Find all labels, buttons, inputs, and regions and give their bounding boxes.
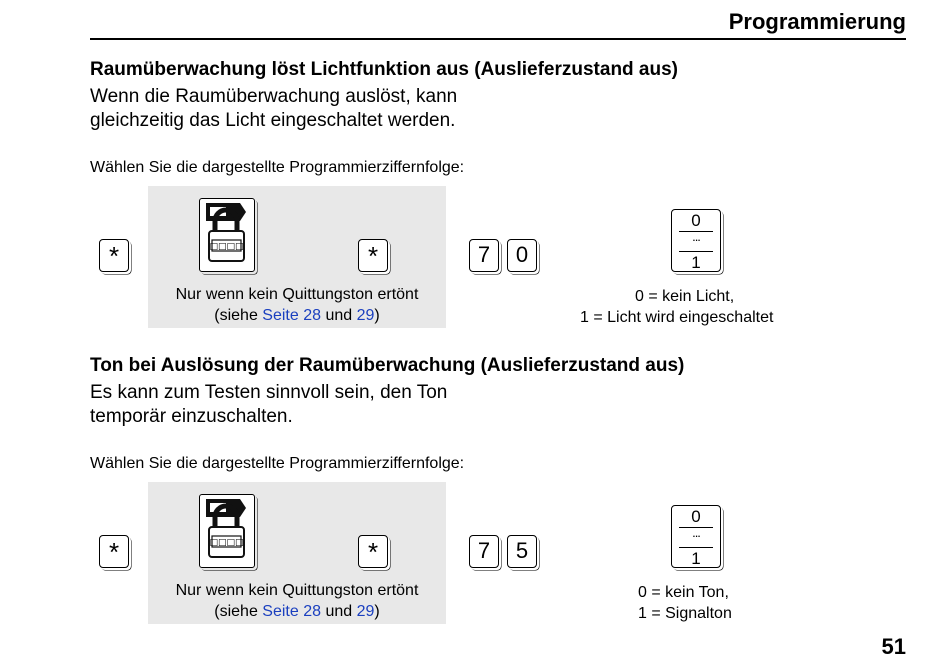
range-top: 0 xyxy=(691,507,701,526)
description-line: Wenn die Raumüberwachung auslöst, kann xyxy=(90,86,458,107)
range-mid: ... xyxy=(692,525,700,540)
note-text: (siehe xyxy=(214,307,263,324)
star-key-icon: * xyxy=(358,535,388,568)
lock-programming-key-icon xyxy=(199,198,255,272)
conditional-note xyxy=(148,284,446,326)
note-text: (siehe xyxy=(214,603,263,620)
range-top: 0 xyxy=(691,211,701,230)
lock-programming-key-icon xyxy=(199,494,255,568)
page-header-title: Programmierung xyxy=(728,9,906,34)
note-line: Nur wenn kein Quittungston ertönt xyxy=(175,582,419,599)
star-key-icon: * xyxy=(99,535,129,568)
note-text: und xyxy=(321,603,357,620)
description-line: gleichzeitig das Licht eingeschaltet werden. xyxy=(90,110,456,131)
value-legend xyxy=(580,286,773,328)
sequence-prompt: Wählen Sie die dargestellte Programmierziffernfolge: xyxy=(90,159,465,176)
note-text: und xyxy=(321,307,357,324)
legend-line: 1 = Signalton xyxy=(638,605,732,622)
lock-icon xyxy=(200,495,253,566)
svg-text:□□□□: □□□□ xyxy=(209,538,244,548)
note-line: Nur wenn kein Quittungston ertönt xyxy=(175,286,419,303)
digit-key: 7 xyxy=(469,535,499,568)
value-range-key xyxy=(671,209,721,272)
link-page-28[interactable]: Seite 28 xyxy=(262,603,322,620)
description-line: Es kann zum Testen sinnvoll sein, den Ton xyxy=(90,382,448,403)
header-divider xyxy=(90,38,906,40)
svg-text:□□□□: □□□□ xyxy=(209,242,244,252)
digit-key: 5 xyxy=(507,535,537,568)
link-page-28[interactable]: Seite 28 xyxy=(262,307,322,324)
legend-line: 1 = Licht wird eingeschaltet xyxy=(580,309,774,326)
note-reference-line xyxy=(148,601,446,622)
legend-line: 0 = kein Ton, xyxy=(638,584,729,601)
note-text: ) xyxy=(374,603,380,620)
section-title: Ton bei Auslösung der Raumüberwachung (Auslieferzustand aus) xyxy=(90,355,685,376)
digit-key: 7 xyxy=(469,239,499,272)
range-mid: ... xyxy=(692,229,700,244)
section-description xyxy=(90,85,550,133)
description-line: temporär einzuschalten. xyxy=(90,406,293,427)
conditional-note xyxy=(148,580,446,622)
note-text: ) xyxy=(374,307,380,324)
note-reference-line xyxy=(148,305,446,326)
link-page-29[interactable]: 29 xyxy=(356,603,375,620)
digit-key: 0 xyxy=(507,239,537,272)
lock-icon xyxy=(200,199,253,270)
section-alarm-tone xyxy=(0,355,950,655)
sequence-prompt: Wählen Sie die dargestellte Programmierziffernfolge: xyxy=(90,455,465,472)
link-page-29[interactable]: 29 xyxy=(356,307,375,324)
section-description xyxy=(90,381,550,429)
legend-line: 0 = kein Licht, xyxy=(635,288,735,305)
section-light-function xyxy=(0,59,950,359)
range-bottom: 1 xyxy=(691,253,701,272)
star-key-icon: * xyxy=(358,239,388,272)
star-key-icon: * xyxy=(99,239,129,272)
value-range-key xyxy=(671,505,721,568)
value-legend xyxy=(638,582,732,624)
page-number: 51 xyxy=(881,634,906,659)
range-bottom: 1 xyxy=(691,549,701,568)
section-title: Raumüberwachung löst Lichtfunktion aus (Auslieferzustand aus) xyxy=(90,59,678,80)
